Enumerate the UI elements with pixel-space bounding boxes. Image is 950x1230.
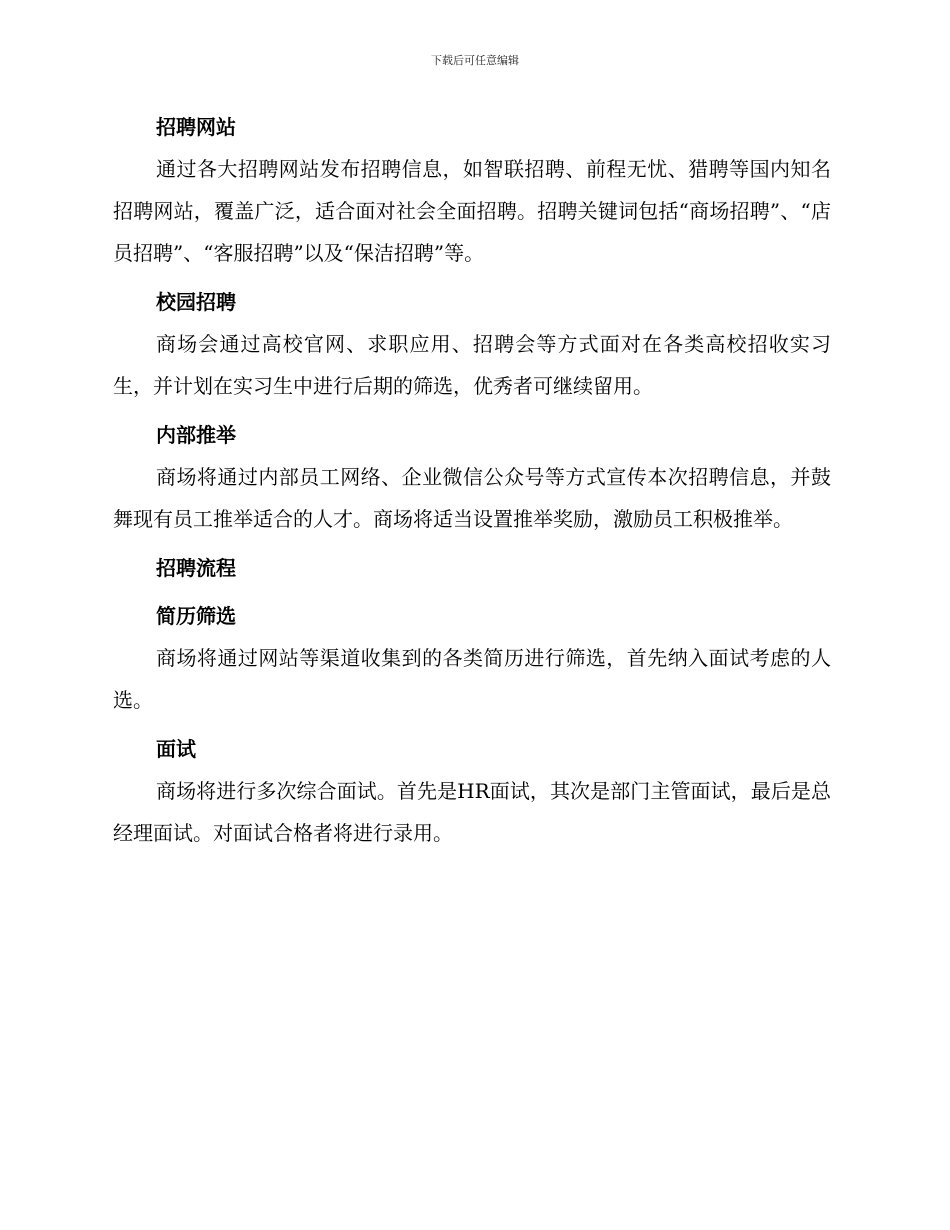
section-body-internal-referral: 商场将通过内部员工网络、企业微信公众号等方式宣传本次招聘信息，并鼓舞现有员工推举适合的人才。商场将适当设置推举奖励，激励员工积极推举。 bbox=[113, 465, 831, 531]
section-heading-interview: 面试 bbox=[156, 737, 196, 761]
section-heading-recruitment-websites: 招聘网站 bbox=[156, 115, 236, 139]
page-header: 下载后可任意编辑 bbox=[431, 54, 519, 67]
section-body-campus-recruitment: 商场会通过高校官网、求职应用、招聘会等方式面对在各类高校招收实习生，并计划在实习生中进行后期的筛选，优秀者可继续留用。 bbox=[113, 332, 831, 398]
section-heading-campus-recruitment: 校园招聘 bbox=[156, 290, 236, 314]
section-heading-resume-screening: 简历筛选 bbox=[156, 604, 236, 628]
section-body-resume-screening: 商场将通过网站等渠道收集到的各类简历进行筛选，首先纳入面试考虑的人选。 bbox=[113, 646, 831, 712]
document-body bbox=[113, 106, 831, 861]
section-heading-recruitment-process: 招聘流程 bbox=[156, 556, 236, 580]
section-body-recruitment-websites: 通过各大招聘网站发布招聘信息，如智联招聘、前程无忧、猎聘等国内知名招聘网站，覆盖广泛，适合面对社会全面招聘。招聘关键词包括“商场招聘”、“店员招聘”、“客服招聘”以及“保洁招聘”等。 bbox=[113, 157, 831, 265]
section-body-interview: 商场将进行多次综合面试。首先是HR面试，其次是部门主管面试，最后是总经理面试。对面试合格者将进行录用。 bbox=[113, 779, 831, 845]
section-heading-internal-referral: 内部推举 bbox=[156, 423, 236, 447]
